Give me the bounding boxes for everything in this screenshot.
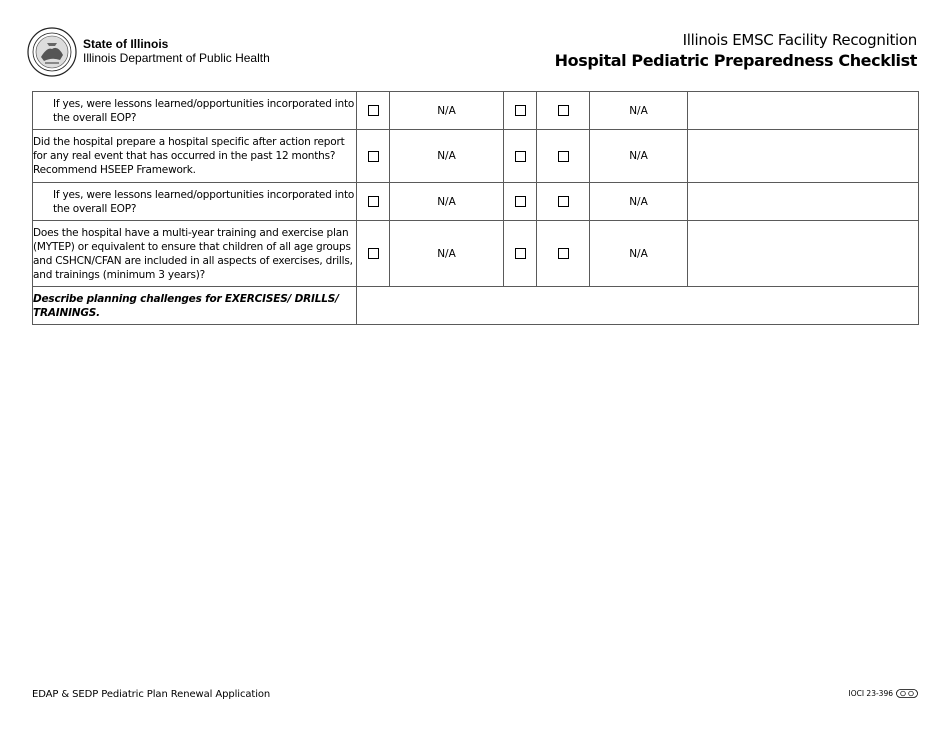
state-seal-icon xyxy=(27,27,77,77)
table-row xyxy=(33,92,919,130)
footer-form-name: EDAP & SEDP Pediatric Plan Renewal Application xyxy=(32,689,271,700)
checkbox-icon[interactable] xyxy=(515,196,526,207)
checkbox-icon[interactable] xyxy=(558,151,569,162)
challenge-label: Describe planning challenges for EXERCISES/ DRILLS/ TRAININGS. xyxy=(33,287,357,325)
comment-cell[interactable] xyxy=(688,130,919,183)
comment-cell[interactable] xyxy=(688,92,919,130)
table-row xyxy=(33,183,919,221)
na-label: N/A xyxy=(590,183,688,221)
checkbox-icon[interactable] xyxy=(368,196,379,207)
checkbox-icon[interactable] xyxy=(558,196,569,207)
checkbox-icon[interactable] xyxy=(368,248,379,259)
na-label: N/A xyxy=(590,92,688,130)
comment-cell[interactable] xyxy=(688,221,919,287)
table-row xyxy=(33,221,919,287)
checkbox-cell[interactable] xyxy=(504,92,537,130)
document-title: Hospital Pediatric Preparedness Checklist xyxy=(554,51,917,70)
question-text: Does the hospital have a multi-year training and exercise plan (MYTEP) or equivalent to ensure that children of all age groups and CSHCN/CFAN are included in all aspects of exercises, drills, and trainings (minimum 3 years)? xyxy=(33,221,357,287)
checkbox-icon[interactable] xyxy=(368,151,379,162)
checkbox-cell[interactable] xyxy=(537,130,590,183)
question-text: Did the hospital prepare a hospital specific after action report for any real event that has occurred in the past 12 months? Recommend HSEEP Framework. xyxy=(33,130,357,183)
org-block xyxy=(83,37,270,65)
checkbox-cell[interactable] xyxy=(537,221,590,287)
checkbox-icon[interactable] xyxy=(558,105,569,116)
checkbox-icon[interactable] xyxy=(558,248,569,259)
checkbox-icon[interactable] xyxy=(515,248,526,259)
checkbox-cell[interactable] xyxy=(537,183,590,221)
union-printer-logo-icon xyxy=(896,689,918,698)
checkbox-cell[interactable] xyxy=(504,130,537,183)
checkbox-icon[interactable] xyxy=(368,105,379,116)
comment-cell[interactable] xyxy=(688,183,919,221)
checkbox-cell[interactable] xyxy=(357,92,390,130)
checkbox-icon[interactable] xyxy=(515,105,526,116)
footer-form-code: IOCI 23-396 xyxy=(848,689,893,698)
checkbox-icon[interactable] xyxy=(515,151,526,162)
question-text: If yes, were lessons learned/opportunities incorporated into the overall EOP? xyxy=(33,92,357,130)
na-label: N/A xyxy=(390,183,504,221)
na-label: N/A xyxy=(590,221,688,287)
na-label: N/A xyxy=(390,221,504,287)
org-dept: Illinois Department of Public Health xyxy=(83,51,270,65)
checkbox-cell[interactable] xyxy=(357,221,390,287)
document-subtitle: Illinois EMSC Facility Recognition xyxy=(682,31,917,49)
question-text: If yes, were lessons learned/opportunities incorporated into the overall EOP? xyxy=(33,183,357,221)
checkbox-cell[interactable] xyxy=(504,183,537,221)
challenge-input-cell[interactable] xyxy=(357,287,919,325)
footer-code-block xyxy=(848,689,918,698)
na-label: N/A xyxy=(590,130,688,183)
table-row xyxy=(33,130,919,183)
table-row xyxy=(33,287,919,325)
document-header xyxy=(555,30,917,72)
na-label: N/A xyxy=(390,92,504,130)
na-label: N/A xyxy=(390,130,504,183)
checkbox-cell[interactable] xyxy=(357,130,390,183)
checkbox-cell[interactable] xyxy=(357,183,390,221)
org-name: State of Illinois xyxy=(83,37,169,51)
checkbox-cell[interactable] xyxy=(537,92,590,130)
checklist-table xyxy=(32,91,919,325)
checkbox-cell[interactable] xyxy=(504,221,537,287)
